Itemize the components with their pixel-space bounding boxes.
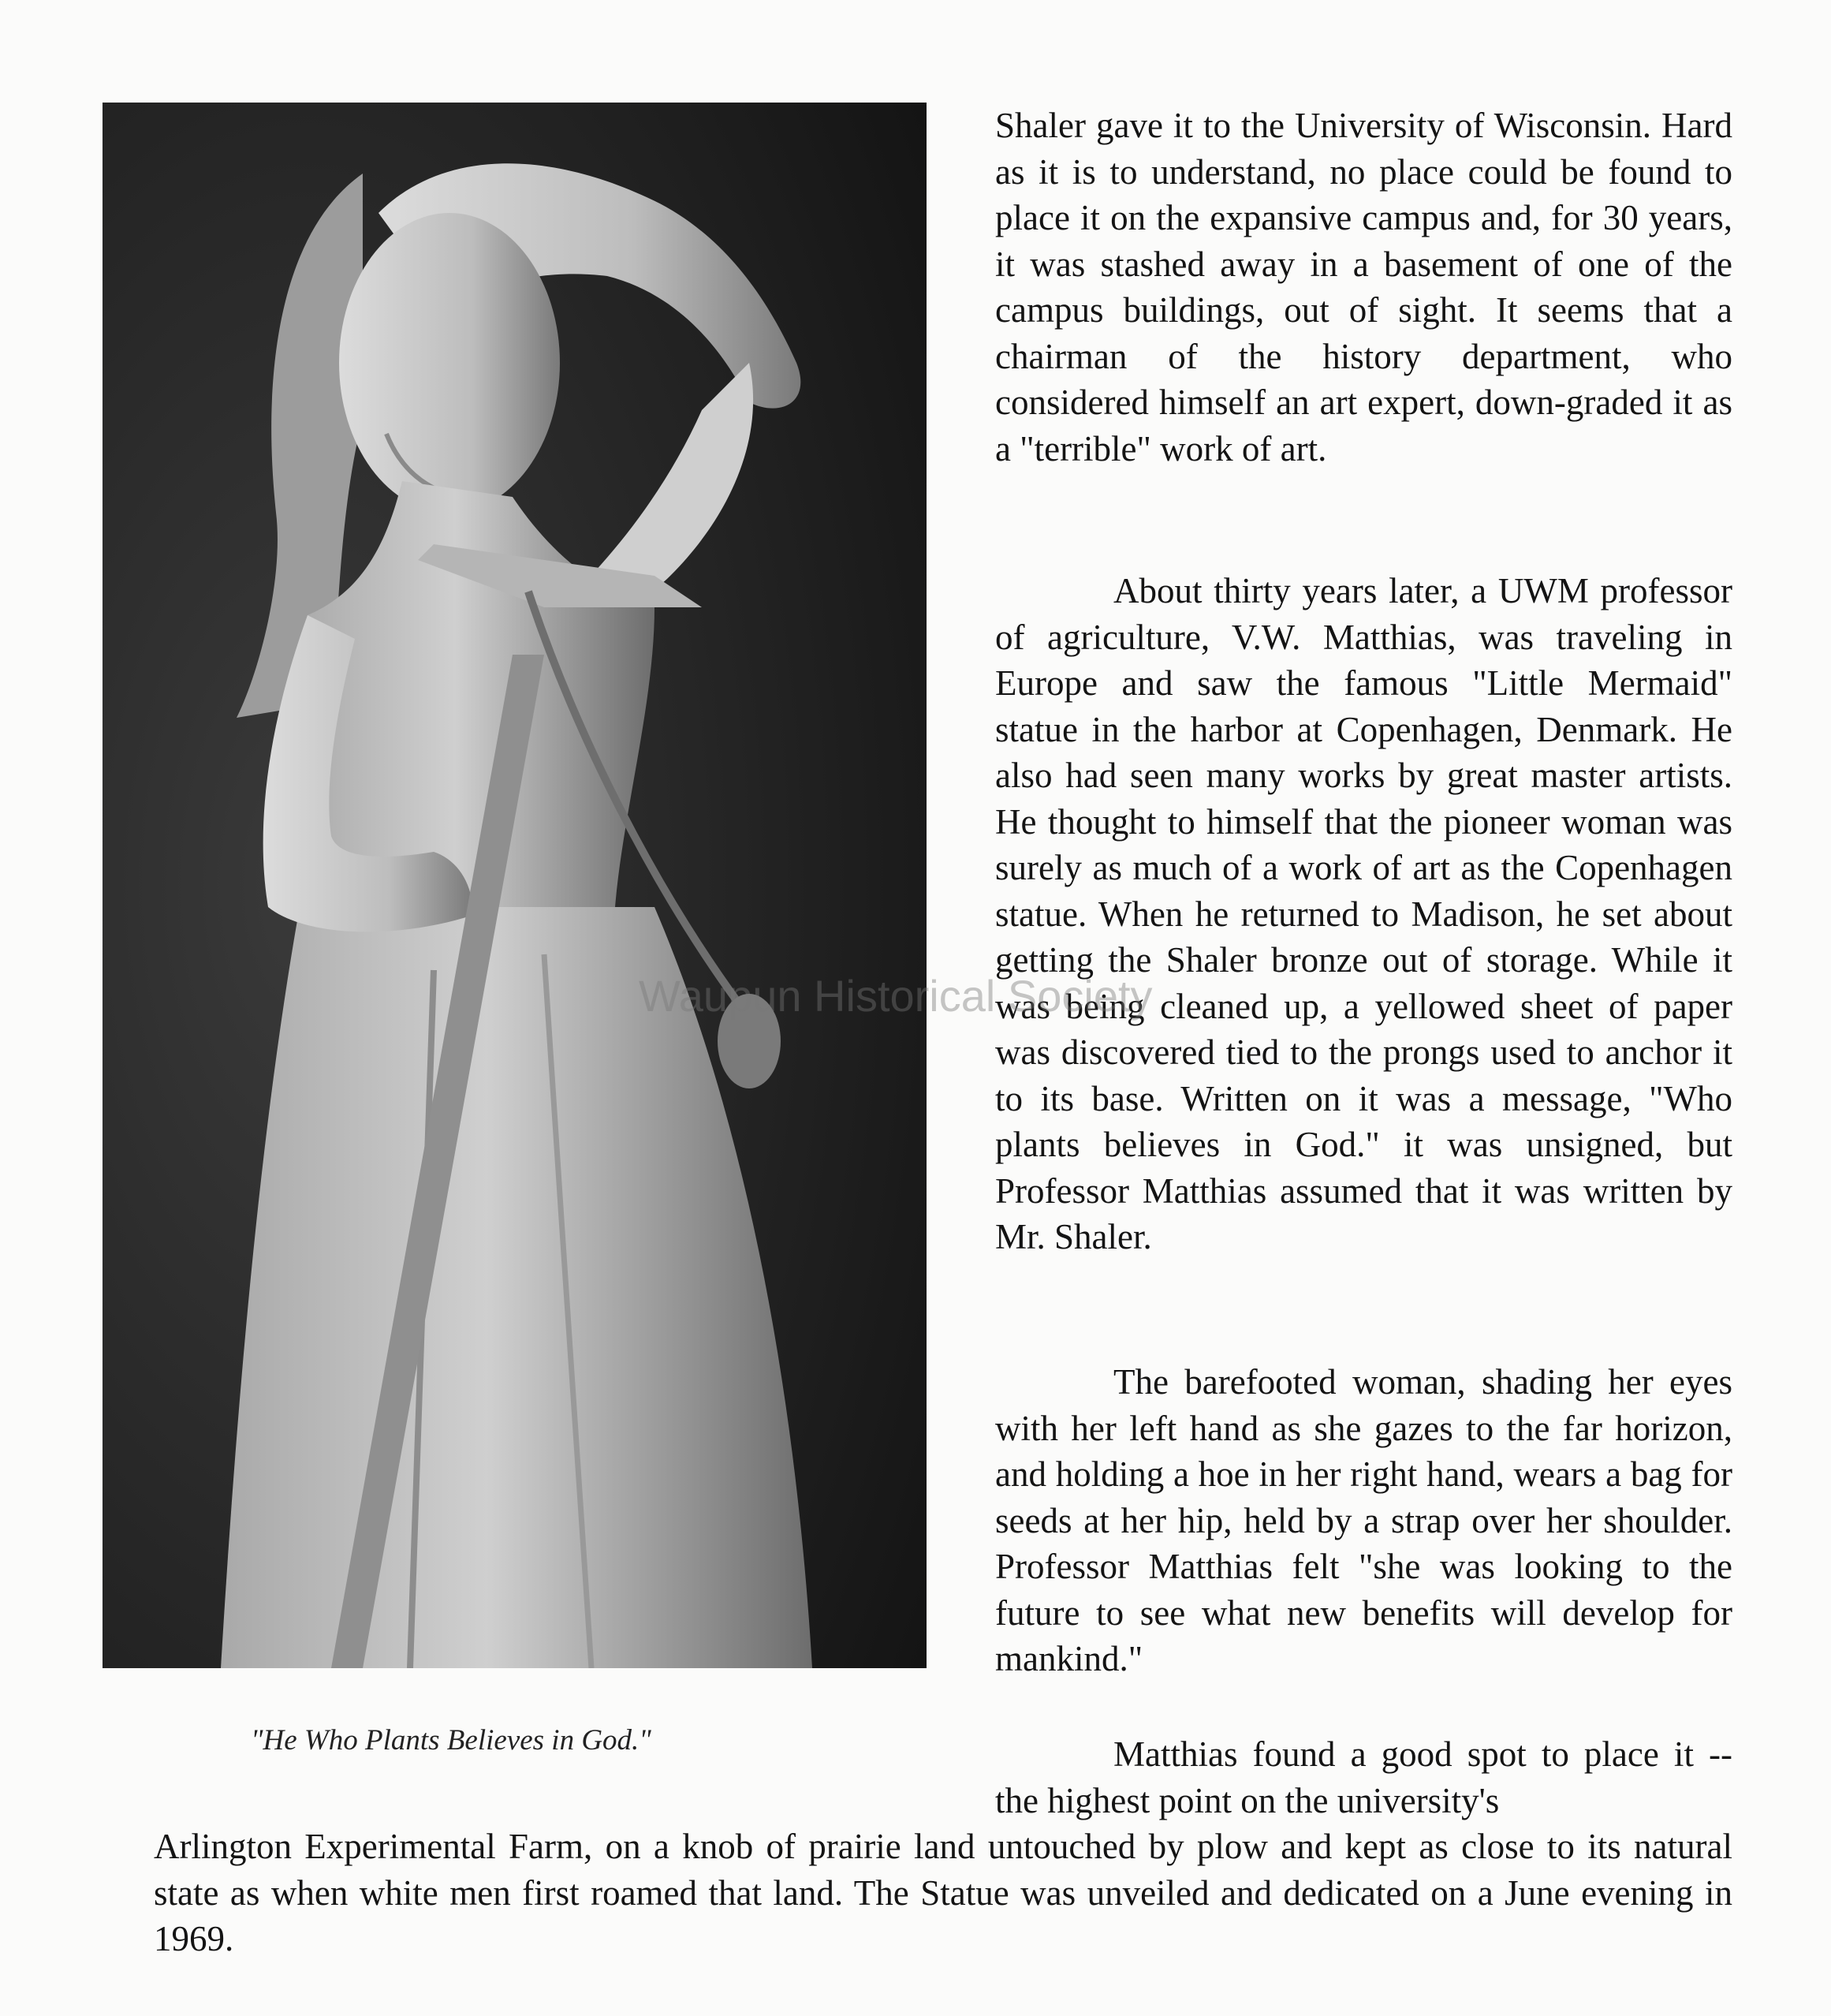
paragraph-4-end xyxy=(154,1824,1732,1962)
statue-illustration xyxy=(103,103,927,1668)
watermark: Waupun Historical Society xyxy=(639,971,1153,1021)
paragraph-3-text: The barefooted woman, shading her eyes with her left hand as she gazes to the far horizon, and holding a hoe in her right hand, wears a bag for seeds at her hip, held by a strap over her shoulder. Professor Matthias felt "she was looking to the future to see what new benefits will develop for mankind." xyxy=(995,1362,1732,1678)
paragraph-4-end-text: Arlington Experimental Farm, on a knob of prairie land untouched by plow and kept as close to its natural state as when white men first roamed that land. The Statue was unveiled and dedicated on a June evening in 1969. xyxy=(154,1827,1732,1958)
paragraph-2-text: About thirty years later, a UWM professor of agriculture, V.W. Matthias, was traveling in Europe and saw the famous "Little Mermaid" statue in the harbor at Copenhagen, Denmark. He also had seen many works by great master artists. He thought to himself that the pioneer woman was surely as much of a work of art as the Copenhagen statue. When he returned to Madison, he set about getting the Shaler bronze out of storage. While it was being cleaned up, a yellowed sheet of paper was discovered tied to the prongs used to anchor it to its base. Written on it was a message, "Who plants believes in God." it was unsigned, but Professor Matthias assumed that it was written by Mr. Shaler. xyxy=(995,571,1732,1256)
paragraph-2 xyxy=(995,568,1732,1260)
paragraph-3 xyxy=(995,1359,1732,1682)
paragraph-4-start-text: Matthias found a good spot to place it -- the highest point on the university's xyxy=(995,1734,1732,1820)
photo-caption: "He Who Plants Believes in God." xyxy=(251,1724,651,1757)
paragraph-4-start xyxy=(995,1731,1732,1824)
statue-photo xyxy=(103,103,927,1668)
paragraph-1-text: Shaler gave it to the University of Wisconsin. Hard as it is to understand, no place could be found to place it on the expansive campus and, for 30 years, it was stashed away in a basement of one of the campus buildings, out of sight. It seems that a chairman of the history department, who considered himself an art expert, down-graded it as a "terrible" work of art. xyxy=(995,106,1732,469)
paragraph-1 xyxy=(995,103,1732,472)
